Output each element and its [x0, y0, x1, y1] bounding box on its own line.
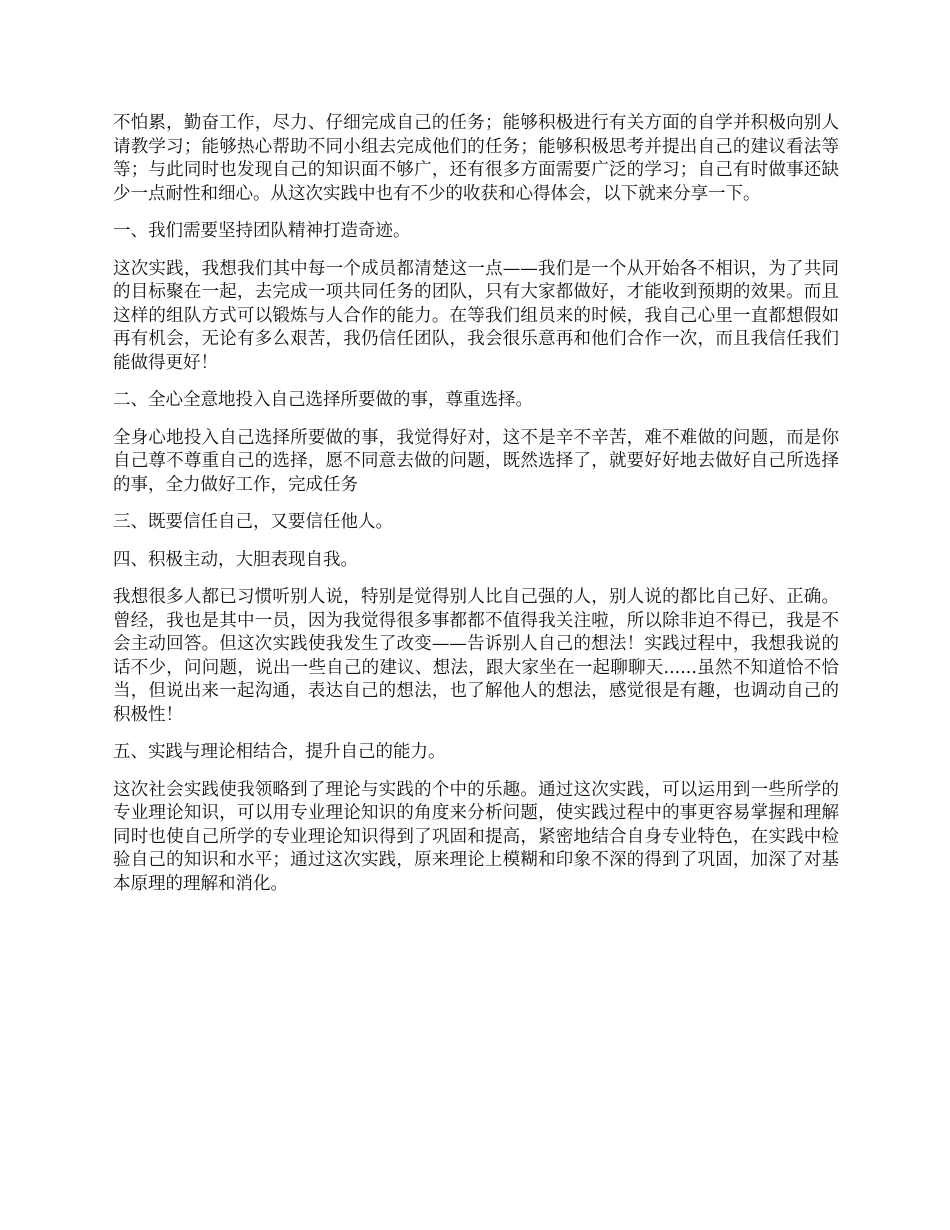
paragraph-theory-practice: 这次社会实践使我领略到了理论与实践的个中的乐趣。通过这次实践，可以运用到一些所学的专业理论知识，可以用专业理论知识的角度来分析问题，使实践过程中的事更容易掌握和理解同时也使自己所学的专业理论知识得到了巩固和提高，紧密地结合自身专业特色，在实践中检验自己的知识和水平；通过这次实践，原来理论上模糊和印象不深的得到了巩固，加深了对基本原理的理解和消化。 — [113, 779, 839, 894]
document-body — [113, 112, 839, 910]
heading-initiative: 四、积极主动，大胆表现自我。 — [113, 549, 358, 570]
paragraph-intro: 不怕累，勤奋工作，尽力、仔细完成自己的任务；能够积极进行有关方面的自学并积极向别人请教学习；能够热心帮助不同小组去完成他们的任务；能够积极思考并提出自己的建议看法等等；与此同时也发现自己的知识面不够广，还有很多方面需要广泛的学习；自己有时做事还缺少一点耐性和细心。从这次实践中也有不少的收获和心得体会，以下就来分享一下。 — [113, 113, 839, 204]
paragraph-commitment: 全身心地投入自己选择所要做的事，我觉得好对，这不是辛不辛苦，难不难做的问题，而是你自己尊不尊重自己的选择，愿不同意去做的问题，既然选择了，就要好好地去做好自己所选择的事，全力做好工作，完成任务 — [113, 427, 839, 495]
heading-trust: 三、既要信任自己，又要信任他人。 — [113, 512, 393, 532]
heading-teamwork: 一、我们需要坚持团队精神打造奇迹。 — [113, 221, 411, 241]
paragraph-teamwork: 这次实践，我想我们其中每一个成员都清楚这一点——我们是一个从开始各不相识，为了共同的目标聚在一起，去完成一项共同任务的团队，只有大家都做好，才能收到预期的效果。而且这样的组队方式可以锻炼与人合作的能力。在等我们组员来的时候，我自己心里一直都想假如再有机会，无论有多么艰苦，我仍信任团队，我会很乐意再和他们合作一次，而且我信任我们能做得更好！ — [113, 258, 839, 373]
paragraph-initiative: 我想很多人都已习惯听别人说，特别是觉得别人比自己强的人，别人说的都比自己好、正确。曾经，我也是其中一员，因为我觉得很多事都都不值得我关注啦，所以除非迫不得已，我是不会主动回答。但这次实践使我发生了改变——告诉别人自己的想法！实践过程中，我想我说的话不少，问问题，说出一些自己的建议、想法，跟大家坐在一起聊聊天......虽然不知道恰不恰当，但说出来一起沟通，表达自己的想法，也了解他人的想法，感觉很是有趣，也调动自己的积极性！ — [113, 587, 839, 725]
heading-theory-practice: 五、实践与理论相结合，提升自己的能力。 — [113, 742, 446, 762]
heading-commitment: 二、全心全意地投入自己选择所要做的事，尊重选择。 — [113, 390, 533, 410]
